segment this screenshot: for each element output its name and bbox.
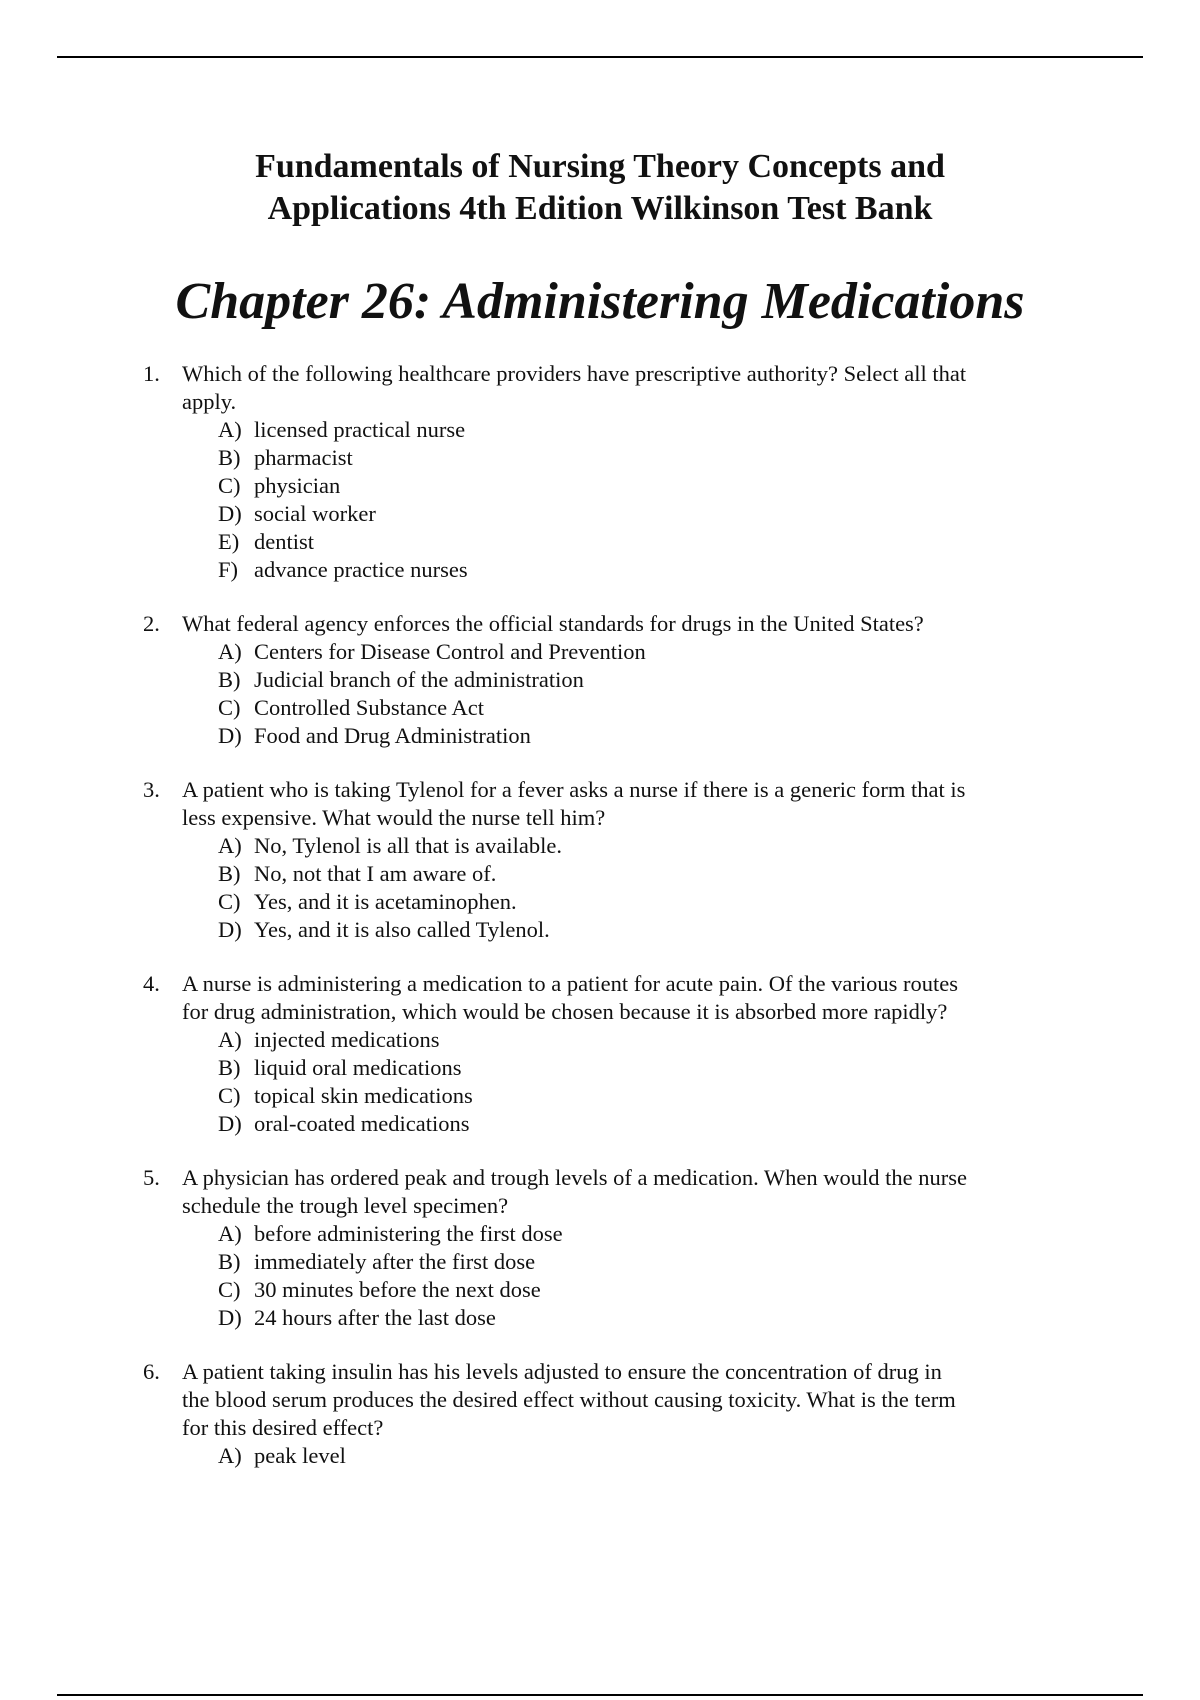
option-letter: A) (218, 639, 242, 664)
answer-options (182, 1026, 983, 1138)
option-text: immediately after the first dose (254, 1249, 536, 1274)
option-text: Yes, and it is acetaminophen. (254, 889, 517, 914)
answer-option (218, 1304, 983, 1332)
question-text: A nurse is administering a medication to a patient for acute pain. Of the various routes for drug administration, which would be chosen because it is absorbed more rapidly? (182, 971, 959, 1024)
option-letter: B) (218, 445, 241, 470)
question-text: A patient who is taking Tylenol for a fever asks a nurse if there is a generic form that is less expensive. What would the nurse tell him? (182, 777, 966, 830)
document-title (0, 146, 1200, 230)
option-text: advance practice nurses (254, 557, 468, 582)
option-letter: D) (218, 917, 242, 942)
option-letter: C) (218, 695, 241, 720)
option-text: Centers for Disease Control and Prevention (254, 639, 646, 664)
question-text: Which of the following healthcare providers have prescriptive authority? Select all that apply. (182, 361, 967, 414)
answer-option (218, 444, 983, 472)
answer-option (218, 1026, 983, 1054)
option-letter: C) (218, 473, 241, 498)
option-letter: B) (218, 861, 241, 886)
question-2 (143, 610, 983, 750)
answer-option (218, 666, 983, 694)
option-text: dentist (254, 529, 314, 554)
option-letter: C) (218, 889, 241, 914)
document-title-line-1: Fundamentals of Nursing Theory Concepts and (255, 148, 945, 185)
option-text: Controlled Substance Act (254, 695, 484, 720)
option-text: Yes, and it is also called Tylenol. (254, 917, 550, 942)
answer-option (218, 1276, 983, 1304)
answer-option (218, 1220, 983, 1248)
option-letter: D) (218, 1305, 242, 1330)
answer-option (218, 500, 983, 528)
option-letter: A) (218, 1027, 242, 1052)
question-text: A physician has ordered peak and trough levels of a medication. When would the nurse schedule the trough level specimen? (182, 1165, 967, 1218)
answer-option (218, 722, 983, 750)
answer-options (182, 416, 983, 584)
option-text: No, Tylenol is all that is available. (254, 833, 562, 858)
option-letter: B) (218, 1055, 241, 1080)
option-text: licensed practical nurse (254, 417, 466, 442)
answer-option (218, 638, 983, 666)
option-letter: A) (218, 417, 242, 442)
question-5 (143, 1164, 983, 1332)
option-letter: F) (218, 557, 239, 582)
bottom-rule (57, 1694, 1143, 1696)
answer-option (218, 694, 983, 722)
question-text: A patient taking insulin has his levels adjusted to ensure the concentration of drug in the blood serum produces the desired effect without causing toxicity. What is the term for this desired effect? (182, 1359, 956, 1440)
answer-options (182, 1442, 983, 1470)
question-number: 3. (143, 777, 160, 802)
option-text: No, not that I am aware of. (254, 861, 497, 886)
question-6 (143, 1358, 983, 1470)
answer-option (218, 1248, 983, 1276)
option-letter: A) (218, 833, 242, 858)
answer-option (218, 416, 983, 444)
document-title-line-2: Applications 4th Edition Wilkinson Test Bank (267, 190, 933, 227)
option-text: oral-coated medications (254, 1111, 470, 1136)
option-letter: E) (218, 529, 240, 554)
option-letter: D) (218, 501, 242, 526)
option-letter: B) (218, 1249, 241, 1274)
answer-option (218, 1442, 983, 1470)
question-number: 2. (143, 611, 160, 636)
option-text: topical skin medications (254, 1083, 473, 1108)
option-text: 30 minutes before the next dose (254, 1277, 541, 1302)
option-text: injected medications (254, 1027, 440, 1052)
option-text: peak level (254, 1443, 346, 1468)
option-text: before administering the first dose (254, 1221, 563, 1246)
option-letter: B) (218, 667, 241, 692)
question-text: What federal agency enforces the official standards for drugs in the United States? (182, 611, 924, 636)
option-letter: C) (218, 1083, 241, 1108)
answer-option (218, 1110, 983, 1138)
answer-options (182, 638, 983, 750)
option-text: social worker (254, 501, 376, 526)
question-1 (143, 360, 983, 584)
question-3 (143, 776, 983, 944)
question-number: 4. (143, 971, 160, 996)
question-4 (143, 970, 983, 1138)
top-rule (57, 56, 1143, 58)
answer-option (218, 916, 983, 944)
question-number: 1. (143, 361, 160, 386)
option-text: physician (254, 473, 341, 498)
answer-option (218, 832, 983, 860)
option-letter: A) (218, 1443, 242, 1468)
option-letter: A) (218, 1221, 242, 1246)
option-text: pharmacist (254, 445, 353, 470)
answer-options (182, 832, 983, 944)
question-list (143, 360, 983, 1496)
answer-options (182, 1220, 983, 1332)
option-text: 24 hours after the last dose (254, 1305, 496, 1330)
question-number: 6. (143, 1359, 160, 1384)
chapter-title: Chapter 26: Administering Medications (175, 273, 1025, 330)
answer-option (218, 556, 983, 584)
option-letter: D) (218, 1111, 242, 1136)
answer-option (218, 472, 983, 500)
option-text: Food and Drug Administration (254, 723, 531, 748)
question-number: 5. (143, 1165, 160, 1190)
option-letter: D) (218, 723, 242, 748)
option-text: Judicial branch of the administration (254, 667, 584, 692)
answer-option (218, 1054, 983, 1082)
answer-option (218, 528, 983, 556)
option-text: liquid oral medications (254, 1055, 462, 1080)
answer-option (218, 1082, 983, 1110)
answer-option (218, 860, 983, 888)
answer-option (218, 888, 983, 916)
option-letter: C) (218, 1277, 241, 1302)
